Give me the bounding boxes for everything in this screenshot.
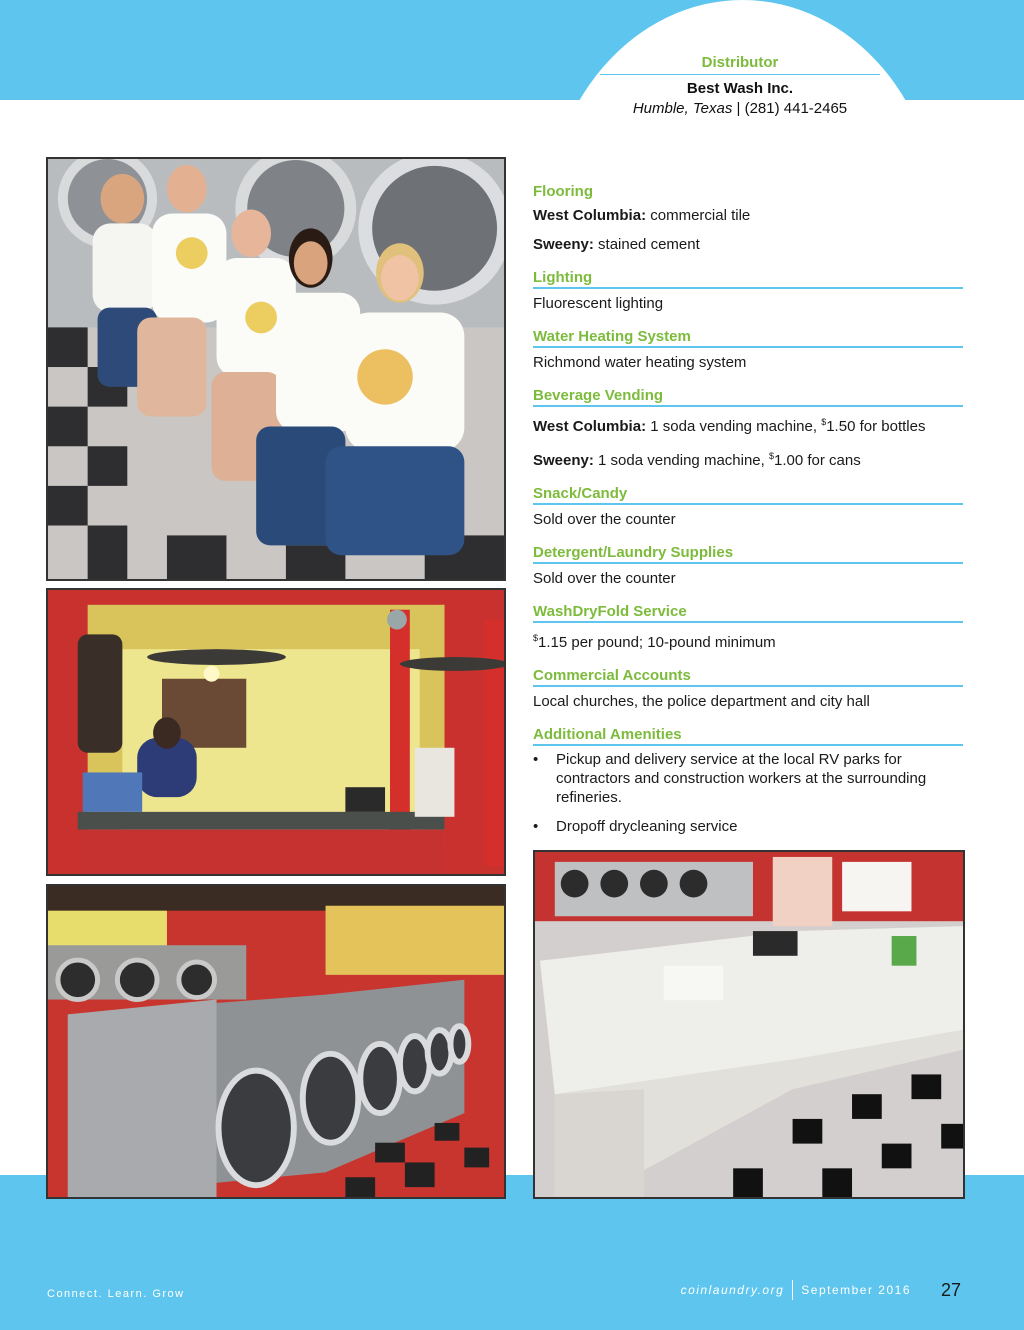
distributor-separator: | [736, 100, 745, 117]
distributor-location-line [590, 100, 890, 117]
flooring-line-2 [533, 235, 963, 255]
footer-separator [792, 1280, 793, 1300]
flooring-heading: Flooring [533, 183, 593, 200]
distributor-location: Humble, Texas [632, 100, 733, 117]
washdryfold-line [533, 628, 963, 653]
distributor-label: Distributor [701, 54, 779, 71]
beverage-text-1a: 1 soda vending machine, [650, 418, 818, 435]
amenities-list [533, 750, 963, 836]
flooring-text-2: stained cement [598, 236, 700, 253]
specs-column [533, 183, 963, 846]
beverage-heading: Beverage Vending [533, 387, 963, 407]
beverage-text-1b: 1.50 for bottles [826, 418, 926, 435]
lighting-text: Fluorescent lighting [533, 295, 664, 312]
water-heating-heading: Water Heating System [533, 328, 963, 348]
flooring-line-1 [533, 206, 963, 226]
footer-tagline: Connect. Learn. Grow [47, 1288, 185, 1300]
distributor-phone: (281) 441-2465 [744, 100, 848, 117]
beverage-text-2b: 1.00 for cans [774, 452, 861, 469]
washdryfold-heading: WashDryFold Service [533, 603, 963, 623]
commercial-text: Local churches, the police department and city hall [533, 693, 870, 710]
amenities-heading: Additional Amenities [533, 726, 963, 746]
snack-heading: Snack/Candy [533, 485, 963, 505]
staff-group-photo [46, 157, 506, 581]
detergent-heading: Detergent/Laundry Supplies [533, 544, 963, 564]
footer-info [681, 1280, 911, 1300]
washdryfold-text: 1.15 per pound; 10-pound minimum [538, 634, 776, 651]
footer-site: coinlaundry.org [680, 1283, 785, 1297]
commercial-heading: Commercial Accounts [533, 667, 963, 687]
amenities-item: • Dropoff drycleaning service [533, 817, 963, 836]
snack-text: Sold over the counter [533, 511, 676, 528]
front-load-washers-photo [46, 884, 506, 1199]
amenities-item: • Pickup and delivery service at the local RV parks for contractors and construction workers at the surrounding refineries. [533, 750, 963, 807]
washdryfold-sup: $ [533, 633, 539, 643]
distributor-box [590, 54, 890, 117]
beverage-text-2a: 1 soda vending machine, [598, 452, 765, 469]
beverage-label-1: West Columbia: [533, 418, 647, 435]
water-heating-text: Richmond water heating system [533, 354, 747, 371]
footer-date: September 2016 [801, 1283, 911, 1297]
beverage-sup-1: $ [821, 417, 827, 427]
flooring-label-2: Sweeny: [533, 236, 594, 253]
distributor-company: Best Wash Inc. [686, 80, 794, 97]
beverage-line-2 [533, 446, 963, 471]
distributor-rule [600, 74, 880, 75]
beverage-label-2: Sweeny: [533, 452, 594, 469]
counter-area-photo [46, 588, 506, 876]
detergent-text: Sold over the counter [533, 570, 676, 587]
beverage-sup-2: $ [768, 451, 774, 461]
top-load-washers-photo [533, 850, 965, 1199]
beverage-line-1 [533, 412, 963, 437]
lighting-heading: Lighting [533, 269, 963, 289]
flooring-text-1: commercial tile [650, 207, 751, 224]
page-number: 27 [940, 1280, 961, 1300]
flooring-label-1: West Columbia: [533, 207, 647, 224]
